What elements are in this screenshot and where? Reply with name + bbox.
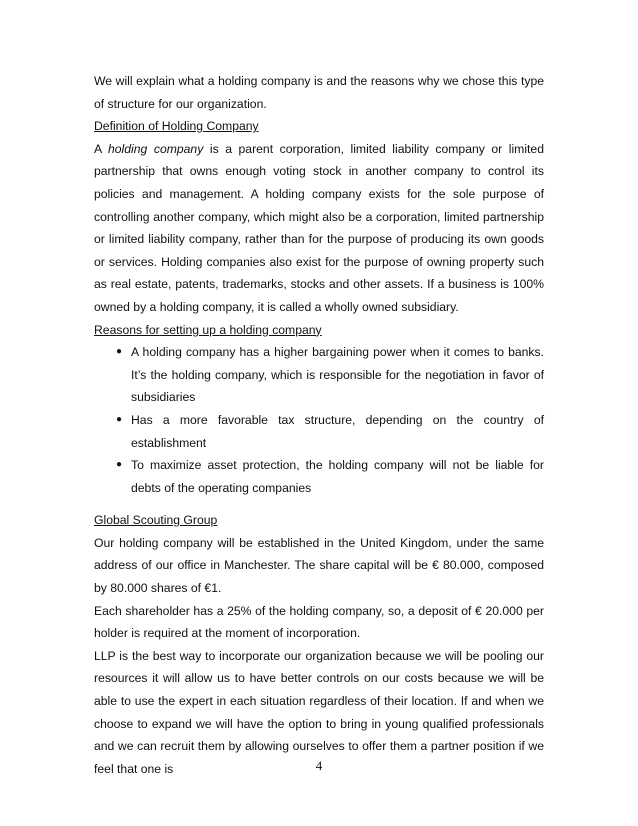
list-item-text: Has a more favorable tax structure, depending on the country of establishment: [131, 412, 544, 450]
global-paragraph: Each shareholder has a 25% of the holding company, so, a deposit of € 20.000 per holder is required at the moment of incorporation.: [94, 603, 544, 641]
page-number: 4: [315, 758, 323, 773]
reasons-list: [94, 341, 544, 499]
definition-term: holding company: [108, 141, 204, 156]
list-item: [94, 341, 544, 409]
list-item: [94, 409, 544, 454]
spacer: [94, 499, 544, 509]
reasons-heading: Reasons for setting up a holding company: [94, 322, 322, 337]
definition-paragraph: [94, 138, 544, 319]
list-item: [94, 454, 544, 499]
global-heading: Global Scouting Group: [94, 513, 218, 528]
global-paragraph: Our holding company will be established in the United Kingdom, under the same address of our office in Manchester. The share capital will be € 80.000, composed by 80.000 shares of €1.: [94, 535, 544, 596]
bullet-icon: ●: [116, 413, 123, 425]
bullet-icon: ●: [116, 346, 123, 358]
list-item-text: A holding company has a higher bargaining power when it comes to banks. It’s the holding company, which is responsible for the negotiation in favor of subsidiaries: [131, 345, 544, 405]
intro-paragraph: We will explain what a holding company is and the reasons why we chose this type of structure for our organization.: [94, 74, 544, 111]
definition-heading: Definition of Holding Company: [94, 119, 259, 134]
list-item-text: To maximize asset protection, the holding company will not be liable for debts of the operating companies: [131, 458, 544, 495]
definition-prefix: A: [94, 141, 108, 156]
global-paragraph: LLP is the best way to incorporate our organization because we will be pooling our resources it will allow us to have better controls on our costs because we will be able to use the expert in each situation regardless of their location. If and when we choose to expand we will have the option to bring in young qualified professionals and we can recruit them by allowing ourselves to offer them a partner position if we feel that one is: [94, 648, 544, 776]
page-content: [94, 70, 544, 780]
bullet-icon: ●: [116, 459, 123, 471]
definition-body: is a parent corporation, limited liability company or limited partnership that owns enough voting stock in another company to control its policies and management. A holding company exists for the sole purpose of controlling another company, which might also be a corporation, limited partnership or limited liability company, rather than for the purpose of producing its own goods or services. Holding companies also exist for the purpose of owning property such as real estate, patents, trademarks, stocks and other assets. If a business is 100% owned by a holding company, it is called a wholly owned subsidiary.: [94, 141, 544, 314]
